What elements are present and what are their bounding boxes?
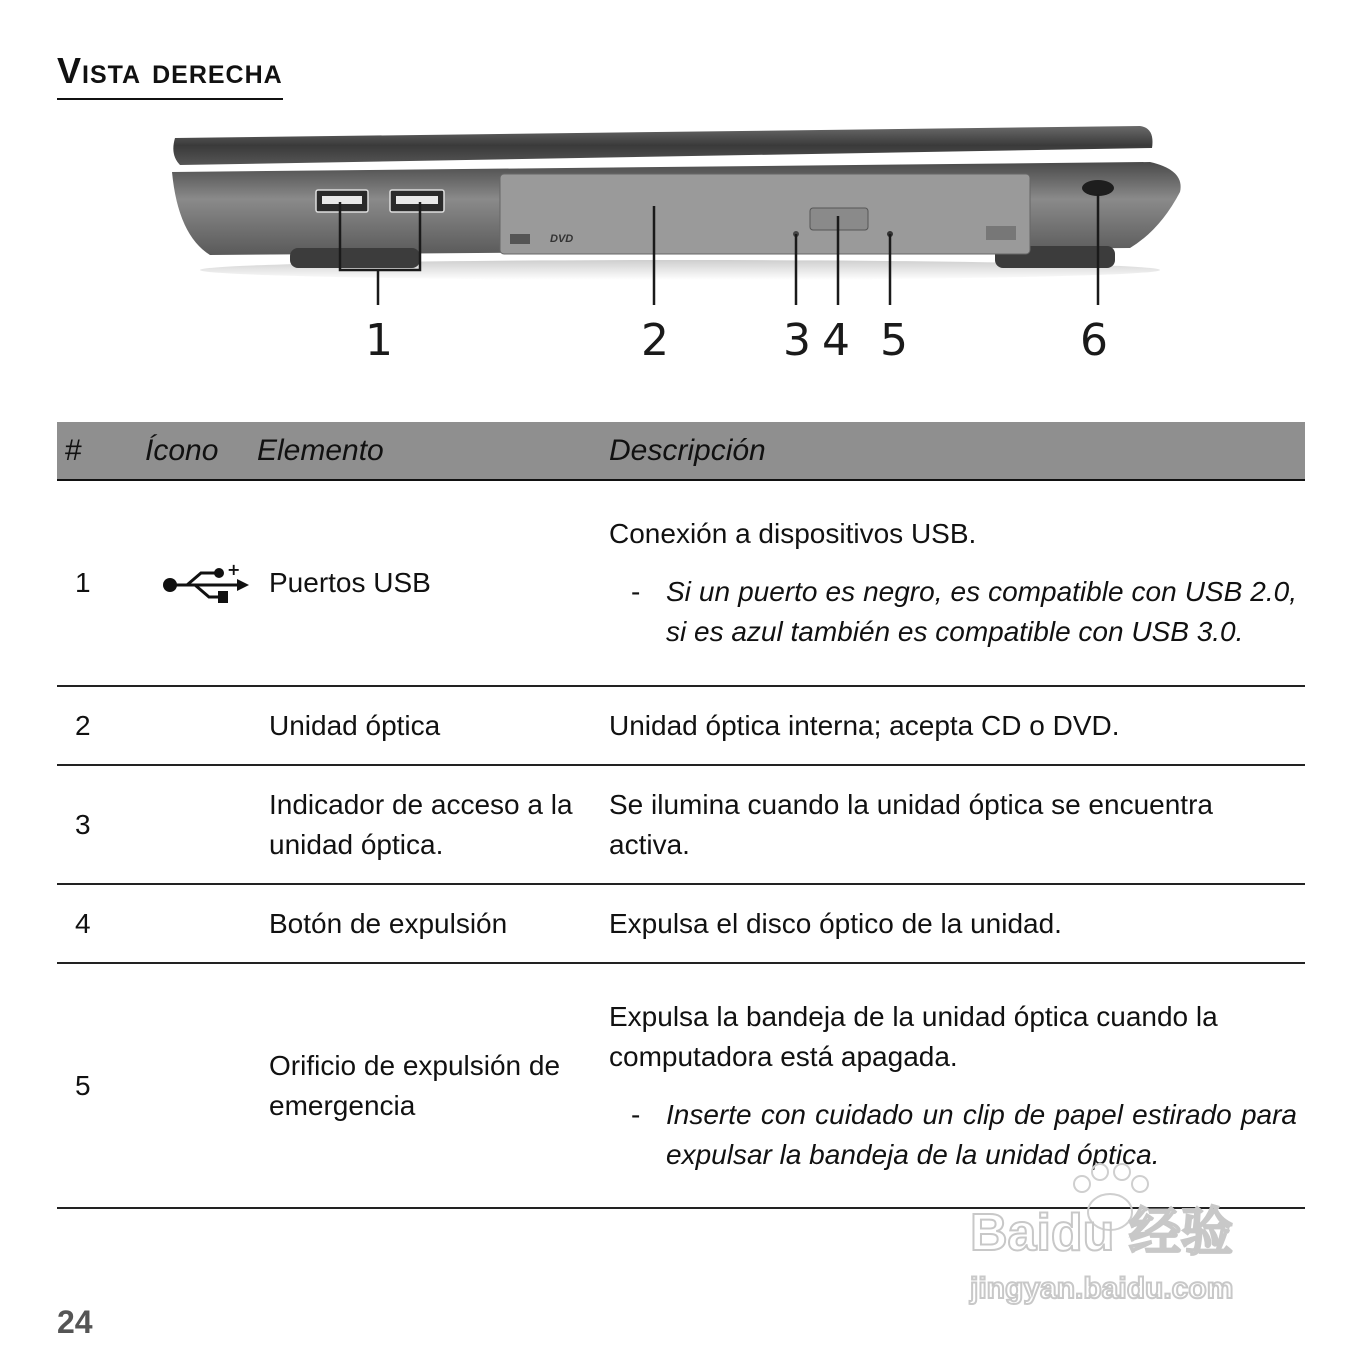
table-row [57,884,1305,963]
callout-4: 4 [822,315,850,366]
laptop-foot-left [290,248,420,268]
svg-text:+: + [227,561,241,579]
security-lock-slot [1082,180,1114,196]
callout-numbers [365,315,1108,366]
table-header-row [57,422,1305,480]
drive-badge [986,226,1016,240]
row-element: Indicador de acceso a la unidad óptica. [257,765,601,884]
laptop-right-side-figure [150,110,1210,380]
row-description: Unidad óptica interna; acepta CD o DVD. [601,686,1305,765]
row-element: Orificio de expulsión de emergencia [257,963,601,1208]
row-number: 5 [57,963,145,1208]
watermark-brand: Baidu 经验 [970,1204,1233,1262]
row-note [609,572,1297,652]
header-number: # [57,422,145,480]
row-icon-empty [145,686,257,765]
callout-6: 6 [1080,315,1108,366]
callout-5: 5 [880,315,908,366]
callout-3: 3 [783,315,811,366]
callout-2: 2 [641,315,669,366]
section-title: Vista derecha [57,46,283,100]
note-text: Si un puerto es negro, es compatible con USB 2.0, si es azul también es compatible con USB 3.0. [666,576,1297,647]
baidu-watermark [960,1150,1290,1310]
row-element: Puertos USB [257,480,601,686]
row-number: 2 [57,686,145,765]
note-dash: - [631,576,641,607]
optical-drive-logo [510,234,530,244]
watermark-url: jingyan.baidu.com [970,1272,1234,1305]
header-description: Descripción [601,422,1305,480]
row-description: Se ilumina cuando la unidad óptica se encuentra activa. [601,765,1305,884]
usb-icon [161,561,249,605]
row-number: 3 [57,765,145,884]
note-dash: - [631,1098,641,1130]
row-icon-empty [145,765,257,884]
row-element: Botón de expulsión [257,884,601,963]
ports-table [57,422,1305,1209]
row-number: 4 [57,884,145,963]
row-description: Expulsa la bandeja de la unidad óptica cuando la computadora está apagada. [609,1000,1218,1072]
optical-drive-logo-text: DVD [550,233,574,245]
row-icon-empty [145,963,257,1208]
callout-1: 1 [365,315,393,366]
optical-drive-tray [500,174,1030,254]
note-text: Inserte con cuidado un clip de papel estirado para expulsar la bandeja de la unidad óptica. [666,1098,1297,1170]
header-element: Elemento [257,422,601,480]
header-icon: Ícono [145,422,257,480]
table-row [57,480,1305,686]
table-row [57,686,1305,765]
table-row [57,765,1305,884]
row-description: Conexión a dispositivos USB. [609,518,977,549]
laptop-lid [173,126,1152,165]
page-number: 24 [57,1304,93,1340]
row-number: 1 [57,480,145,686]
row-description: Expulsa el disco óptico de la unidad. [601,884,1305,963]
row-icon-empty [145,884,257,963]
row-element: Unidad óptica [257,686,601,765]
